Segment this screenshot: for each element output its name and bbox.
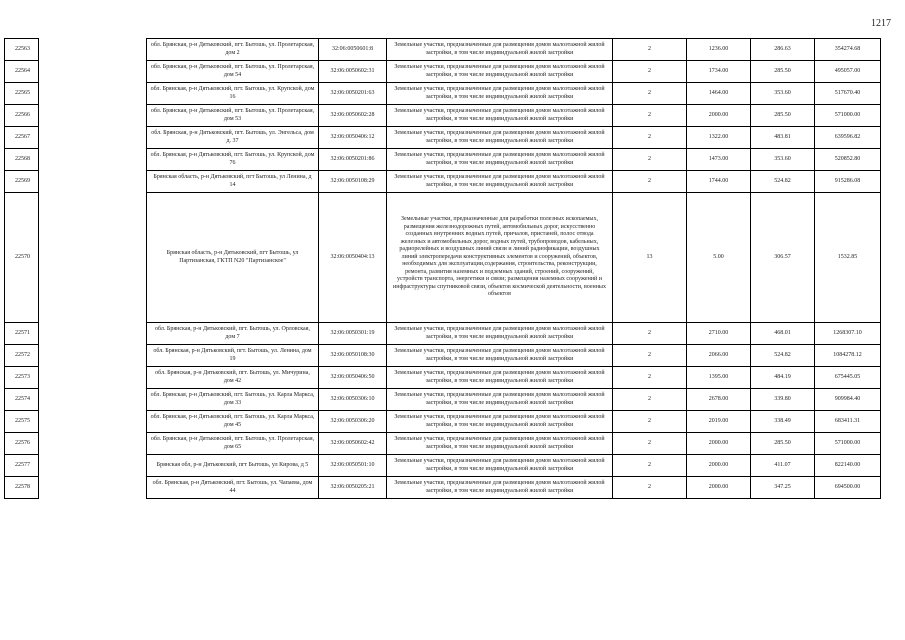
area-cell: 2000.00	[687, 455, 751, 477]
blank-cell	[39, 477, 147, 499]
record-number-cell: 22569	[5, 171, 39, 193]
cadastral-number-cell: 32:06:0050108:30	[319, 345, 387, 367]
land-purpose-cell: Земельные участки, предназначенные для размещения домов малоэтажной жилой застройки, в том числе индивидуальной жилой застройки	[387, 61, 613, 83]
address-cell: Брянская область, р-н Дятьковский, пгт Бытошь, ул Ленина, д 14	[147, 171, 319, 193]
cadastral-value-cell: 571000.00	[815, 105, 881, 127]
table-row	[5, 477, 881, 499]
table-row	[5, 345, 881, 367]
blank-cell	[39, 171, 147, 193]
table-row	[5, 149, 881, 171]
blank-cell	[39, 39, 147, 61]
land-purpose-cell: Земельные участки, предназначенные для размещения домов малоэтажной жилой застройки, в том числе индивидуальной жилой застройки	[387, 171, 613, 193]
address-cell: обл. Брянская, р-н Дятьковский, пгт. Бытошь, ул. Пролетарская, дом 65	[147, 433, 319, 455]
group-number-cell: 2	[613, 323, 687, 345]
cadastral-value-cell: 909984.40	[815, 389, 881, 411]
blank-cell	[39, 323, 147, 345]
record-number-cell: 22577	[5, 455, 39, 477]
address-cell: обл. Брянская, р-н Дятьковский, пгт. Бытошь, ул. Ленина, дом 19	[147, 345, 319, 367]
group-number-cell: 2	[613, 433, 687, 455]
area-cell: 2000.00	[687, 105, 751, 127]
blank-cell	[39, 433, 147, 455]
address-cell: Брянская обл, р-н Дятьковский, пгт Бытошь, ул Кирова, д 5	[147, 455, 319, 477]
record-number-cell: 22571	[5, 323, 39, 345]
land-purpose-cell: Земельные участки, предназначенные для размещения домов малоэтажной жилой застройки, в том числе индивидуальной жилой застройки	[387, 367, 613, 389]
group-number-cell: 2	[613, 477, 687, 499]
record-number-cell: 22564	[5, 61, 39, 83]
cadastral-value-cell: 1268307.10	[815, 323, 881, 345]
group-number-cell: 2	[613, 389, 687, 411]
area-cell: 1322.00	[687, 127, 751, 149]
record-number-cell: 22574	[5, 389, 39, 411]
land-purpose-cell: Земельные участки, предназначенные для размещения домов малоэтажной жилой застройки, в том числе индивидуальной жилой застройки	[387, 127, 613, 149]
table-row	[5, 323, 881, 345]
cadastral-number-cell: 32:06:0050602:31	[319, 61, 387, 83]
address-cell: обл. Брянская, р-н Дятьковский, пгт. Бытошь, ул. Орловская, дом 7	[147, 323, 319, 345]
address-cell: обл. Брянская, р-н Дятьковский, пгт. Бытошь, ул. Карла Маркса, дом 45	[147, 411, 319, 433]
area-cell: 2678.00	[687, 389, 751, 411]
cadastral-number-cell: 32:06:0050108:29	[319, 171, 387, 193]
cadastral-number-cell: 32:06:0050404:13	[319, 193, 387, 323]
blank-cell	[39, 149, 147, 171]
land-purpose-cell: Земельные участки, предназначенные для размещения домов малоэтажной жилой застройки, в том числе индивидуальной жилой застройки	[387, 83, 613, 105]
group-number-cell: 2	[613, 39, 687, 61]
specific-value-cell: 353.60	[751, 83, 815, 105]
area-cell: 5.00	[687, 193, 751, 323]
record-number-cell: 22573	[5, 367, 39, 389]
cadastral-value-cell: 520852.80	[815, 149, 881, 171]
area-cell: 2710.00	[687, 323, 751, 345]
specific-value-cell: 338.49	[751, 411, 815, 433]
address-cell: обл. Брянская, р-н Дятьковский, пгт. Бытошь, ул. Пролетарская, дом 53	[147, 105, 319, 127]
blank-cell	[39, 345, 147, 367]
record-number-cell: 22570	[5, 193, 39, 323]
specific-value-cell: 286.63	[751, 39, 815, 61]
land-purpose-cell: Земельные участки, предназначенные для размещения домов малоэтажной жилой застройки, в том числе индивидуальной жилой застройки	[387, 149, 613, 171]
specific-value-cell: 339.80	[751, 389, 815, 411]
specific-value-cell: 524.82	[751, 345, 815, 367]
group-number-cell: 2	[613, 171, 687, 193]
cadastral-number-cell: 32:06:0050406:12	[319, 127, 387, 149]
land-purpose-cell: Земельные участки, предназначенные для размещения домов малоэтажной жилой застройки, в том числе индивидуальной жилой застройки	[387, 39, 613, 61]
cadastral-number-cell: 32:06:0050205:21	[319, 477, 387, 499]
cadastral-number-cell: 32:06:0050601:8	[319, 39, 387, 61]
cadastral-value-cell: 915286.08	[815, 171, 881, 193]
area-cell: 1395.00	[687, 367, 751, 389]
address-cell: обл. Брянская, р-н Дятьковский, пгт. Бытошь, ул. Карла Маркса, дом 33	[147, 389, 319, 411]
specific-value-cell: 353.60	[751, 149, 815, 171]
blank-cell	[39, 193, 147, 323]
land-purpose-cell: Земельные участки, предназначенные для размещения домов малоэтажной жилой застройки, в том числе индивидуальной жилой застройки	[387, 477, 613, 499]
record-number-cell: 22566	[5, 105, 39, 127]
specific-value-cell: 524.82	[751, 171, 815, 193]
cadastral-number-cell: 32:06:0050406:50	[319, 367, 387, 389]
record-number-cell: 22568	[5, 149, 39, 171]
table-row	[5, 83, 881, 105]
table-row	[5, 367, 881, 389]
cadastral-number-cell: 32:06:0050201:63	[319, 83, 387, 105]
table-row	[5, 411, 881, 433]
area-cell: 2000.00	[687, 433, 751, 455]
land-purpose-cell: Земельные участки, предназначенные для размещения домов малоэтажной жилой застройки, в том числе индивидуальной жилой застройки	[387, 345, 613, 367]
specific-value-cell: 483.81	[751, 127, 815, 149]
cadastral-number-cell: 32:06:0050301:19	[319, 323, 387, 345]
land-purpose-cell: Земельные участки, предназначенные для размещения домов малоэтажной жилой застройки, в том числе индивидуальной жилой застройки	[387, 433, 613, 455]
record-number-cell: 22578	[5, 477, 39, 499]
land-purpose-cell: Земельные участки, предназначенные для размещения домов малоэтажной жилой застройки, в том числе индивидуальной жилой застройки	[387, 389, 613, 411]
group-number-cell: 2	[613, 61, 687, 83]
address-cell: обл. Брянская, р-н Дятьковский, пгт. Бытошь, ул. Крупской, дом 76	[147, 149, 319, 171]
land-purpose-cell: Земельные участки, предназначенные для размещения домов малоэтажной жилой застройки, в том числе индивидуальной жилой застройки	[387, 323, 613, 345]
group-number-cell: 13	[613, 193, 687, 323]
address-cell: обл. Брянская, р-н Дятьковский, пгт. Бытошь, ул. Пролетарская, дом 2	[147, 39, 319, 61]
table-row	[5, 433, 881, 455]
blank-cell	[39, 389, 147, 411]
specific-value-cell: 285.50	[751, 433, 815, 455]
cadastral-value-cell: 675445.05	[815, 367, 881, 389]
cadastral-value-cell: 694500.00	[815, 477, 881, 499]
page-number: 1217	[871, 18, 891, 29]
address-cell: Брянская область, р-н Дятьковский, пгт Бытошь, ул Партизанская, ГКТП N20 "Партизанское"	[147, 193, 319, 323]
land-purpose-cell: Земельные участки, предназначенные для размещения домов малоэтажной жилой застройки, в том числе индивидуальной жилой застройки	[387, 105, 613, 127]
cadastral-value-cell: 639596.82	[815, 127, 881, 149]
group-number-cell: 2	[613, 105, 687, 127]
blank-cell	[39, 127, 147, 149]
group-number-cell: 2	[613, 127, 687, 149]
area-cell: 1236.00	[687, 39, 751, 61]
cadastral-number-cell: 32:06:0050602:28	[319, 105, 387, 127]
table-row	[5, 171, 881, 193]
area-cell: 1473.00	[687, 149, 751, 171]
area-cell: 2019.00	[687, 411, 751, 433]
blank-cell	[39, 455, 147, 477]
specific-value-cell: 411.07	[751, 455, 815, 477]
group-number-cell: 2	[613, 455, 687, 477]
cadastral-value-cell: 1532.85	[815, 193, 881, 323]
cadastral-value-table	[4, 38, 881, 499]
table-row	[5, 193, 881, 323]
blank-cell	[39, 105, 147, 127]
record-number-cell: 22567	[5, 127, 39, 149]
record-number-cell: 22565	[5, 83, 39, 105]
specific-value-cell: 468.01	[751, 323, 815, 345]
area-cell: 1734.00	[687, 61, 751, 83]
group-number-cell: 2	[613, 411, 687, 433]
cadastral-number-cell: 32:06:0050201:86	[319, 149, 387, 171]
record-number-cell: 22575	[5, 411, 39, 433]
table-row	[5, 105, 881, 127]
table-row	[5, 455, 881, 477]
table-row	[5, 61, 881, 83]
cadastral-value-cell: 495057.00	[815, 61, 881, 83]
record-number-cell: 22563	[5, 39, 39, 61]
cadastral-value-cell: 1084278.12	[815, 345, 881, 367]
land-purpose-cell: Земельные участки, предназначенные для размещения домов малоэтажной жилой застройки, в том числе индивидуальной жилой застройки	[387, 455, 613, 477]
table-row	[5, 39, 881, 61]
address-cell: обл. Брянская, р-н Дятьковский, пгт. Бытошь, ул. Мичурина, дом 42	[147, 367, 319, 389]
blank-cell	[39, 83, 147, 105]
table-body	[5, 39, 881, 499]
specific-value-cell: 484.19	[751, 367, 815, 389]
land-purpose-cell: Земельные участки, предназначенные для разработки полезных ископаемых, размещения железнодорожных путей, автомобильных дорог, искусственно созданных внутренних водных путей, причалов, пристаней, полос отвода железных и автомобильных дорог, водных путей, трубопроводов, кабельных, радиорелейных и воздушных линий связи и линий радиофикации, воздушных линий электропередачи конструктивных элементов и сооружений, объектов, необходимых для эксплуатации,содержания, строительства, реконструкции, ремонта, развития наземных и подземных зданий, строений, сооружений, устройств транспорта, энергетики и связи; размещения наземных сооружений и инфраструктуры спутниковой связи, объектов космической деятельности, военных объектов	[387, 193, 613, 323]
address-cell: обл. Брянская, р-н Дятьковский, пгт. Бытошь, ул. Чапаева, дом 44	[147, 477, 319, 499]
cadastral-value-cell: 517670.40	[815, 83, 881, 105]
area-cell: 2000.00	[687, 477, 751, 499]
group-number-cell: 2	[613, 367, 687, 389]
cadastral-number-cell: 32:06:0050306:10	[319, 389, 387, 411]
group-number-cell: 2	[613, 149, 687, 171]
group-number-cell: 2	[613, 83, 687, 105]
blank-cell	[39, 367, 147, 389]
address-cell: обл. Брянская, р-н Дятьковский, пгт. Бытошь, ул. Пролетарская, дом 54	[147, 61, 319, 83]
blank-cell	[39, 411, 147, 433]
cadastral-number-cell: 32:06:0050602:42	[319, 433, 387, 455]
address-cell: обл. Брянская, р-н Дятьковский, пгт. Бытошь, ул. Энгельса, дом д. 37	[147, 127, 319, 149]
cadastral-value-cell: 354274.68	[815, 39, 881, 61]
specific-value-cell: 306.57	[751, 193, 815, 323]
specific-value-cell: 347.25	[751, 477, 815, 499]
cadastral-value-cell: 683411.31	[815, 411, 881, 433]
record-number-cell: 22576	[5, 433, 39, 455]
table-row	[5, 389, 881, 411]
land-purpose-cell: Земельные участки, предназначенные для размещения домов малоэтажной жилой застройки, в том числе индивидуальной жилой застройки	[387, 411, 613, 433]
area-cell: 2066.00	[687, 345, 751, 367]
record-number-cell: 22572	[5, 345, 39, 367]
address-cell: обл. Брянская, р-н Дятьковский, пгт. Бытошь, ул. Крупской, дом 16	[147, 83, 319, 105]
cadastral-value-cell: 822140.00	[815, 455, 881, 477]
group-number-cell: 2	[613, 345, 687, 367]
area-cell: 1744.00	[687, 171, 751, 193]
table-row	[5, 127, 881, 149]
specific-value-cell: 285.50	[751, 105, 815, 127]
blank-cell	[39, 61, 147, 83]
area-cell: 1464.00	[687, 83, 751, 105]
cadastral-number-cell: 32:06:0050306:20	[319, 411, 387, 433]
cadastral-value-cell: 571000.00	[815, 433, 881, 455]
cadastral-number-cell: 32:06:0050501:10	[319, 455, 387, 477]
specific-value-cell: 285.50	[751, 61, 815, 83]
